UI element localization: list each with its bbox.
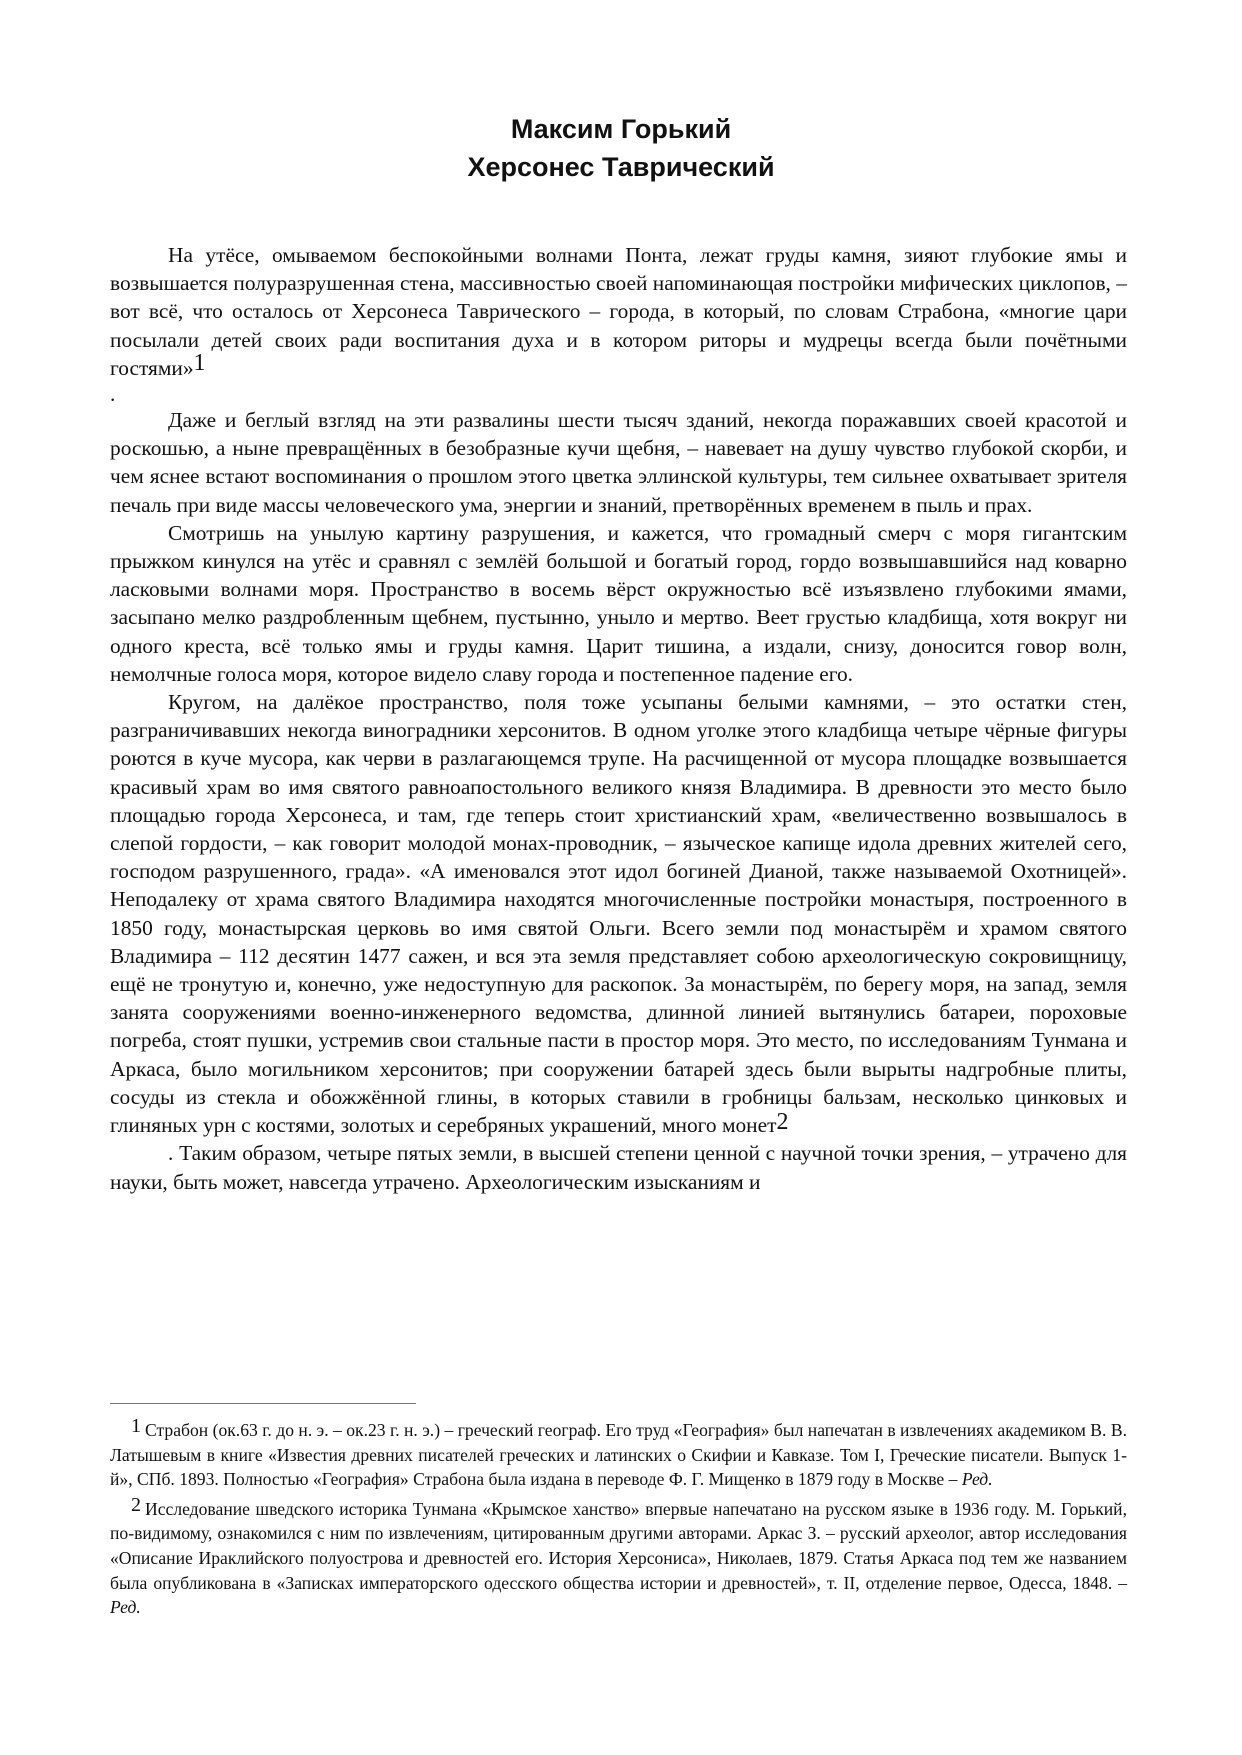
footnote-ref-1[interactable]: 1 xyxy=(193,349,206,376)
main-text xyxy=(110,241,1127,1196)
stray-period: . xyxy=(110,382,116,407)
paragraph-5: . Таким образом, четыре пятых земли, в высшей степени ценной с научной точки зрения, – утрачено для науки, быть может, навсегда утрачено. Археологическим изысканиям и xyxy=(110,1141,1127,1194)
paragraph-1-text: На утёсе, омываемом беспокойными волнами Понта, лежат груды камня, зияют глубокие ямы и возвышается полуразрушенная стена, массивностью своей напоминающая постройки мифических циклопов, – вот всё, что осталось от Херсонеса Таврического – города, в который, по словам Страбона, «многие цари посылали детей своих ради воспитания духа и в котором риторы и мудрецы всегда были почётными гостями» xyxy=(110,243,1127,380)
footnote-1-number: 1 xyxy=(131,1415,141,1437)
footnote-separator xyxy=(110,1403,416,1404)
footnotes xyxy=(110,1415,1127,1625)
footnote-1-editor: Ред. xyxy=(961,1469,993,1490)
paragraph-4-text: Кругом, на далёкое пространство, поля тоже усыпаны белыми камнями, – это остатки стен, разграничивавших некогда виноградники херсонитов. В одном уголке этого кладбища четыре чёрные фигуры роются в куче мусора, как черви в разлагающемся трупе. На расчищенной от мусора площадке возвышается красивый храм во имя святого равноапостольного великого князя Владимира. В древности это место было площадью города Херсонеса, и там, где теперь стоит христианский храм, «величественно возвышалось в слепой гордости, – как говорит молодой монах-проводник, – языческое капище идола древних жителей сего, господом разрушенного, града». «А именовался этот идол богиней Дианой, также называемой Охотницей». Неподалеку от храма святого Владимира находятся многочисленные постройки монастыря, построенного в 1850 году, монастырская церковь во имя святой Ольги. Всего земли под монастырём и храмом святого Владимира – 112 десятин 1477 сажен, и вся эта земля представляет собою археологическую сокровищницу, ещё не тронутую и, конечно, уже недоступную для раскопок. За монастырём, по берегу моря, на запад, земля занята сооружениями военно-инженерного ведомства, длинной линией вытянулись батареи, пороховые погреба, стоят пушки, устремив свои стальные пасти в простор моря. Это место, по исследованиям Тунмана и Аркаса, было могильником херсонитов; при сооружении батарей здесь были вырыты надгробные плиты, сосуды из стекла и обожжённой глины, в которых ставили в гробницы бальзам, несколько цинковых и глиняных урн с костями, золотых и серебряных украшений, много монет xyxy=(110,690,1127,1138)
paragraph-4 xyxy=(110,688,1127,1139)
footnote-1 xyxy=(110,1415,1127,1492)
footnote-2-editor: Ред. xyxy=(110,1597,141,1618)
paragraph-3: Смотришь на унылую картину разрушения, и кажется, что громадный смерч с моря гигантским прыжком кинулся на утёс и сравнял с землёй большой и богатый город, гордо возвышавшийся над коварно ласковыми волнами моря. Пространство в восемь вёрст окружностью всё изъязвлено глубокими ямами, засыпано мелко раздробленным щебнем, пустынно, уныло и мертво. Веет грустью кладбища, хотя вокруг ни одного креста, всё только ямы и груды камня. Царит тишина, а издали, снизу, доносится говор волн, немолчные голоса моря, которое видело славу города и постепенное падение его. xyxy=(110,520,1127,686)
author-heading: Максим Горький xyxy=(510,114,732,144)
footnote-ref-2[interactable]: 2 xyxy=(776,1109,789,1136)
footnote-2-number: 2 xyxy=(131,1493,141,1516)
paragraph-2: Даже и беглый взгляд на эти развалины шести тысяч зданий, некогда поражавших своей красотой и роскошью, а ныне превращённых в безобразные кучи щебня, – навевает на душу чувство глубокой скорби, и чем яснее встают воспоминания о прошлом этого цветка эллинской культуры, тем сильнее охватывает зрителя печаль при виде массы человеческого ума, энергии и знаний, претворённых временем в пыль и прах. xyxy=(110,408,1127,517)
paragraph-1 xyxy=(110,241,1127,382)
footnote-2 xyxy=(110,1493,1127,1620)
work-title: Херсонес Таврический xyxy=(467,152,775,182)
footnote-2-text: Исследование шведского историка Тунмана «Крымское ханство» впервые напечатано на русском языке в 1936 году. М. Горький, по-видимому, ознакомился с ним по извлечениям, цитированным другими авторами. Аркас З. – русский археолог, автор исследования «Описание Ираклийского полуострова и древностей его. История Херсониса», Николаев, 1879. Статья Аркаса под тем же названием была опубликована в «Записках императорского одесского общества истории и древностей», т. II, отделение первое, Одесса, 1848. – xyxy=(110,1498,1127,1593)
footnote-1-text: Страбон (ок.63 г. до н. э. – ок.23 г. н. э.) – греческий географ. Его труд «География» был напечатан в извлечениях академиком В. В. Латышевым в книге «Известия древних писателей греческих и латинских о Скифии и Кавказе. Том I, Греческие писатели. Выпуск 1-й», СПб. 1893. Полностью «География» Страбона была издана в переводе Ф. Г. Мищенко в 1879 году в Москве – xyxy=(110,1420,1127,1490)
